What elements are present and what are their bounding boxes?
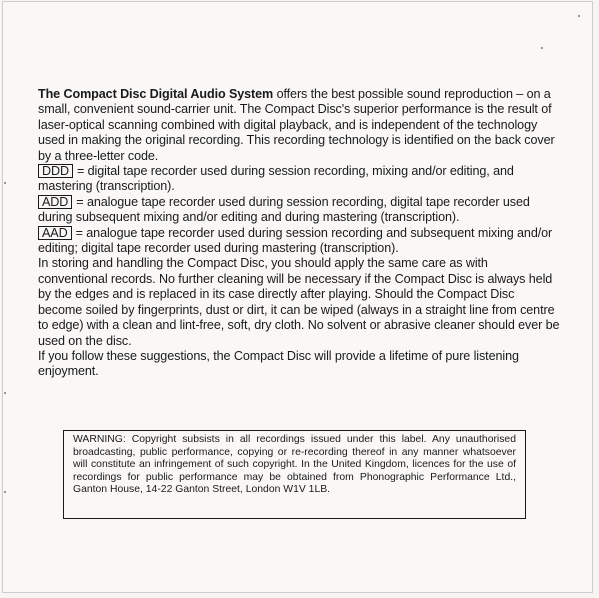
code-aad (38, 226, 560, 257)
code-badge: AAD (38, 226, 72, 240)
copyright-warning-box (63, 430, 526, 519)
intro-paragraph (38, 87, 560, 164)
code-add (38, 195, 560, 226)
speck-mark (4, 182, 6, 184)
closing-paragraph: If you follow these suggestions, the Compact Disc will provide a lifetime of pure listening enjoyment. (38, 348, 519, 379)
speck-mark (4, 392, 6, 394)
code-description: = digital tape recorder used during session recording, mixing and/or editing, and mastering (transcription). (38, 164, 514, 194)
intro-text: offers the best possible sound reproduction – on a small, convenient sound-carrier unit. The Compact Disc's superior performance is the result of laser-optical scanning combined with digital playback, and is independent of the technology used in making the original recording. This recording technology is identified on the back cover by a three-letter code. (38, 87, 555, 163)
speck-mark (578, 15, 580, 17)
handling-paragraph: In storing and handling the Compact Disc, you should apply the same care as with conventional records. No further cleaning will be necessary if the Compact Disc is always held by the edges and is replaced in its case directly after playing. Should the Compact Disc become soiled by fingerprints, dust or dirt, it can be wiped (always in a straight line from centre to edge) with a clean and lint-free, soft, dry cloth. No solvent or abrasive cleaner should ever be used on the disc. (38, 256, 560, 348)
intro-lead: The Compact Disc Digital Audio System (38, 87, 274, 101)
main-text (38, 87, 560, 380)
code-description: = analogue tape recorder used during session recording, digital tape recorder used during subsequent mixing and/or editing and during mastering (transcription). (38, 194, 530, 225)
copyright-warning-text: WARNING: Copyright subsists in all recordings issued under this label. Any unauthorised broadcasting, public performance, copying or re-recording thereof in any manner whatsoever will constitute an infringement of such copyright. In the United Kingdom, licences for the use of recordings for public performance may be obtained from Phonographic Performance Ltd., Ganton House, 14-22 Ganton Street, London W1V 1LB. (73, 434, 516, 495)
speck-mark (541, 47, 543, 49)
code-badge: ADD (38, 195, 72, 209)
code-badge: DDD (38, 164, 73, 178)
code-ddd (38, 164, 560, 195)
code-description: = analogue tape recorder used during session recording and subsequent mixing and/or editing; digital tape recorder used during mastering (transcription). (38, 225, 553, 256)
speck-mark (4, 491, 6, 493)
